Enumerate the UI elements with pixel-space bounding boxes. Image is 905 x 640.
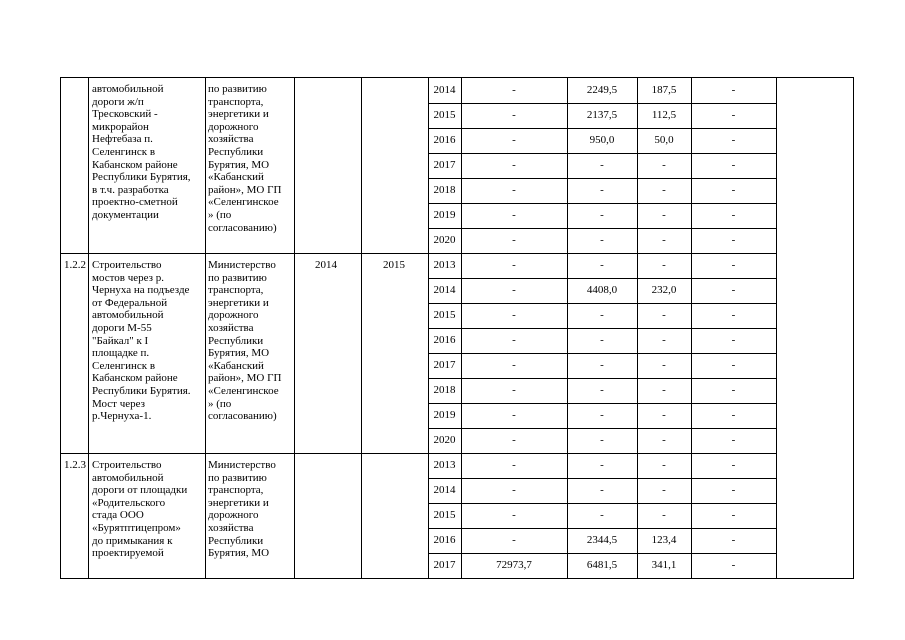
row-year: 2020 — [433, 234, 456, 246]
row-value-c4: - — [731, 409, 736, 421]
row-value-c1: - — [512, 434, 516, 446]
row-value-c2: 2249,5 — [586, 84, 618, 96]
row-value-c3: 123,4 — [651, 534, 677, 546]
row-value-c4: - — [731, 209, 736, 221]
row-value-c4: - — [731, 334, 736, 346]
item-name: Строительство автомобильной дороги от площадки «Родительского стада ООО «Бурятптицепром» до примыкания к проектируемой — [92, 459, 188, 560]
row-year: 2015 — [433, 509, 456, 521]
row-value-c2: - — [600, 259, 604, 271]
row-year: 2018 — [433, 184, 456, 196]
row-value-c3: 112,5 — [651, 109, 677, 121]
row-value-c2: - — [600, 184, 604, 196]
item-number: 1.2.2 — [64, 259, 86, 271]
row-value-c2: 6481,5 — [586, 559, 618, 571]
row-value-c2: 4408,0 — [586, 284, 618, 296]
row-value-c2: - — [600, 334, 604, 346]
row-value-c3: 232,0 — [651, 284, 677, 296]
row-value-c3: - — [662, 334, 666, 346]
row-year: 2013 — [433, 459, 456, 471]
row-year: 2015 — [433, 309, 456, 321]
item-start-year: 2014 — [315, 259, 337, 271]
row-year: 2019 — [433, 209, 456, 221]
row-year: 2016 — [433, 534, 456, 546]
row-year: 2015 — [433, 109, 456, 121]
item-name: Строительство мостов через р. Чернуха на подъезде от Федеральной автомобильной дороги М-55 "Байкал" к I площадке п. Селенгинск в Кабанском районе Республики Бурятия. Мост через р.Чернуха-1. — [92, 259, 191, 423]
row-value-c1: - — [512, 259, 516, 271]
row-value-c1: - — [512, 334, 516, 346]
row-value-c3: 187,5 — [651, 84, 677, 96]
row-value-c4: - — [731, 434, 736, 446]
row-value-c3: - — [662, 184, 666, 196]
row-year: 2014 — [433, 84, 456, 96]
col-divider — [88, 78, 89, 578]
row-value-c3: 341,1 — [651, 559, 677, 571]
row-value-c3: - — [662, 459, 666, 471]
row-year: 2019 — [433, 409, 456, 421]
row-value-c2: 950,0 — [589, 134, 615, 146]
row-value-c4: - — [731, 534, 736, 546]
item-name: автомобильной дороги ж/п Тресковский - микрорайон Нефтебаза п. Селенгинск в Кабанском районе Республики Бурятия, в т.ч. разработка проектно-сметной документации — [92, 83, 191, 221]
col-divider — [294, 78, 295, 578]
row-value-c1: - — [512, 209, 516, 221]
col-divider — [205, 78, 206, 578]
row-value-c1: - — [512, 409, 516, 421]
row-value-c1: - — [512, 484, 516, 496]
row-value-c3: - — [662, 509, 666, 521]
row-value-c4: - — [731, 259, 736, 271]
item-executor: по развитию транспорта, энергетики и дорожного хозяйства Республики Бурятия, МО «Кабанский район», МО ГП «Селенгинское » (по согласованию) — [208, 83, 282, 234]
row-value-c4: - — [731, 309, 736, 321]
row-value-c1: - — [512, 384, 516, 396]
row-value-c4: - — [731, 359, 736, 371]
row-value-c4: - — [731, 134, 736, 146]
row-value-c3: - — [662, 484, 666, 496]
row-value-c4: - — [731, 459, 736, 471]
row-value-c2: - — [600, 309, 604, 321]
section-divider — [61, 253, 428, 254]
row-value-c1: - — [512, 359, 516, 371]
row-value-c2: - — [600, 434, 604, 446]
item-executor: Министерство по развитию транспорта, энергетики и дорожного хозяйства Республики Бурятия, МО «Кабанский район», МО ГП «Селенгинское » (по согласованию) — [208, 259, 282, 423]
row-value-c2: - — [600, 384, 604, 396]
row-value-c4: - — [731, 84, 736, 96]
row-value-c2: - — [600, 234, 604, 246]
row-value-c2: - — [600, 409, 604, 421]
row-value-c1: - — [512, 84, 516, 96]
row-value-c3: - — [662, 409, 666, 421]
section-divider — [61, 453, 428, 454]
row-value-c1: - — [512, 184, 516, 196]
row-value-c3: - — [662, 384, 666, 396]
row-value-c4: - — [731, 509, 736, 521]
row-value-c1: - — [512, 509, 516, 521]
row-value-c1: - — [512, 109, 516, 121]
row-value-c2: 2344,5 — [586, 534, 618, 546]
row-value-c4: - — [731, 159, 736, 171]
row-value-c4: - — [731, 559, 736, 571]
row-value-c3: - — [662, 259, 666, 271]
row-year: 2013 — [433, 259, 456, 271]
row-value-c4: - — [731, 484, 736, 496]
row-value-c1: - — [512, 534, 516, 546]
row-value-c1: - — [512, 134, 516, 146]
program-table — [60, 77, 854, 579]
col-divider — [361, 78, 362, 578]
row-value-c1: - — [512, 159, 516, 171]
row-value-c4: - — [731, 384, 736, 396]
col-divider — [776, 78, 777, 578]
row-value-c3: - — [662, 309, 666, 321]
item-executor: Министерство по развитию транспорта, энергетики и дорожного хозяйства Республики Бурятия, МО — [208, 459, 276, 560]
row-value-c3: - — [662, 434, 666, 446]
row-value-c1: - — [512, 459, 516, 471]
row-value-c3: 50,0 — [654, 134, 674, 146]
row-value-c2: - — [600, 159, 604, 171]
row-value-c2: - — [600, 484, 604, 496]
row-value-c4: - — [731, 184, 736, 196]
row-value-c1: - — [512, 309, 516, 321]
row-value-c1: - — [512, 234, 516, 246]
row-value-c1: 72973,7 — [496, 559, 532, 571]
row-year: 2020 — [433, 434, 456, 446]
row-value-c2: 2137,5 — [586, 109, 618, 121]
row-year: 2014 — [433, 484, 456, 496]
row-year: 2017 — [433, 559, 456, 571]
row-value-c3: - — [662, 209, 666, 221]
row-year: 2016 — [433, 134, 456, 146]
item-number: 1.2.3 — [64, 459, 86, 471]
item-end-year: 2015 — [383, 259, 405, 271]
row-year: 2016 — [433, 334, 456, 346]
row-value-c2: - — [600, 209, 604, 221]
row-value-c1: - — [512, 284, 516, 296]
row-year: 2018 — [433, 384, 456, 396]
row-value-c3: - — [662, 359, 666, 371]
row-value-c4: - — [731, 234, 736, 246]
row-value-c2: - — [600, 459, 604, 471]
row-year: 2017 — [433, 159, 456, 171]
row-value-c4: - — [731, 109, 736, 121]
row-year: 2017 — [433, 359, 456, 371]
row-value-c2: - — [600, 359, 604, 371]
row-value-c2: - — [600, 509, 604, 521]
row-value-c3: - — [662, 159, 666, 171]
row-value-c3: - — [662, 234, 666, 246]
row-value-c4: - — [731, 284, 736, 296]
row-year: 2014 — [433, 284, 456, 296]
